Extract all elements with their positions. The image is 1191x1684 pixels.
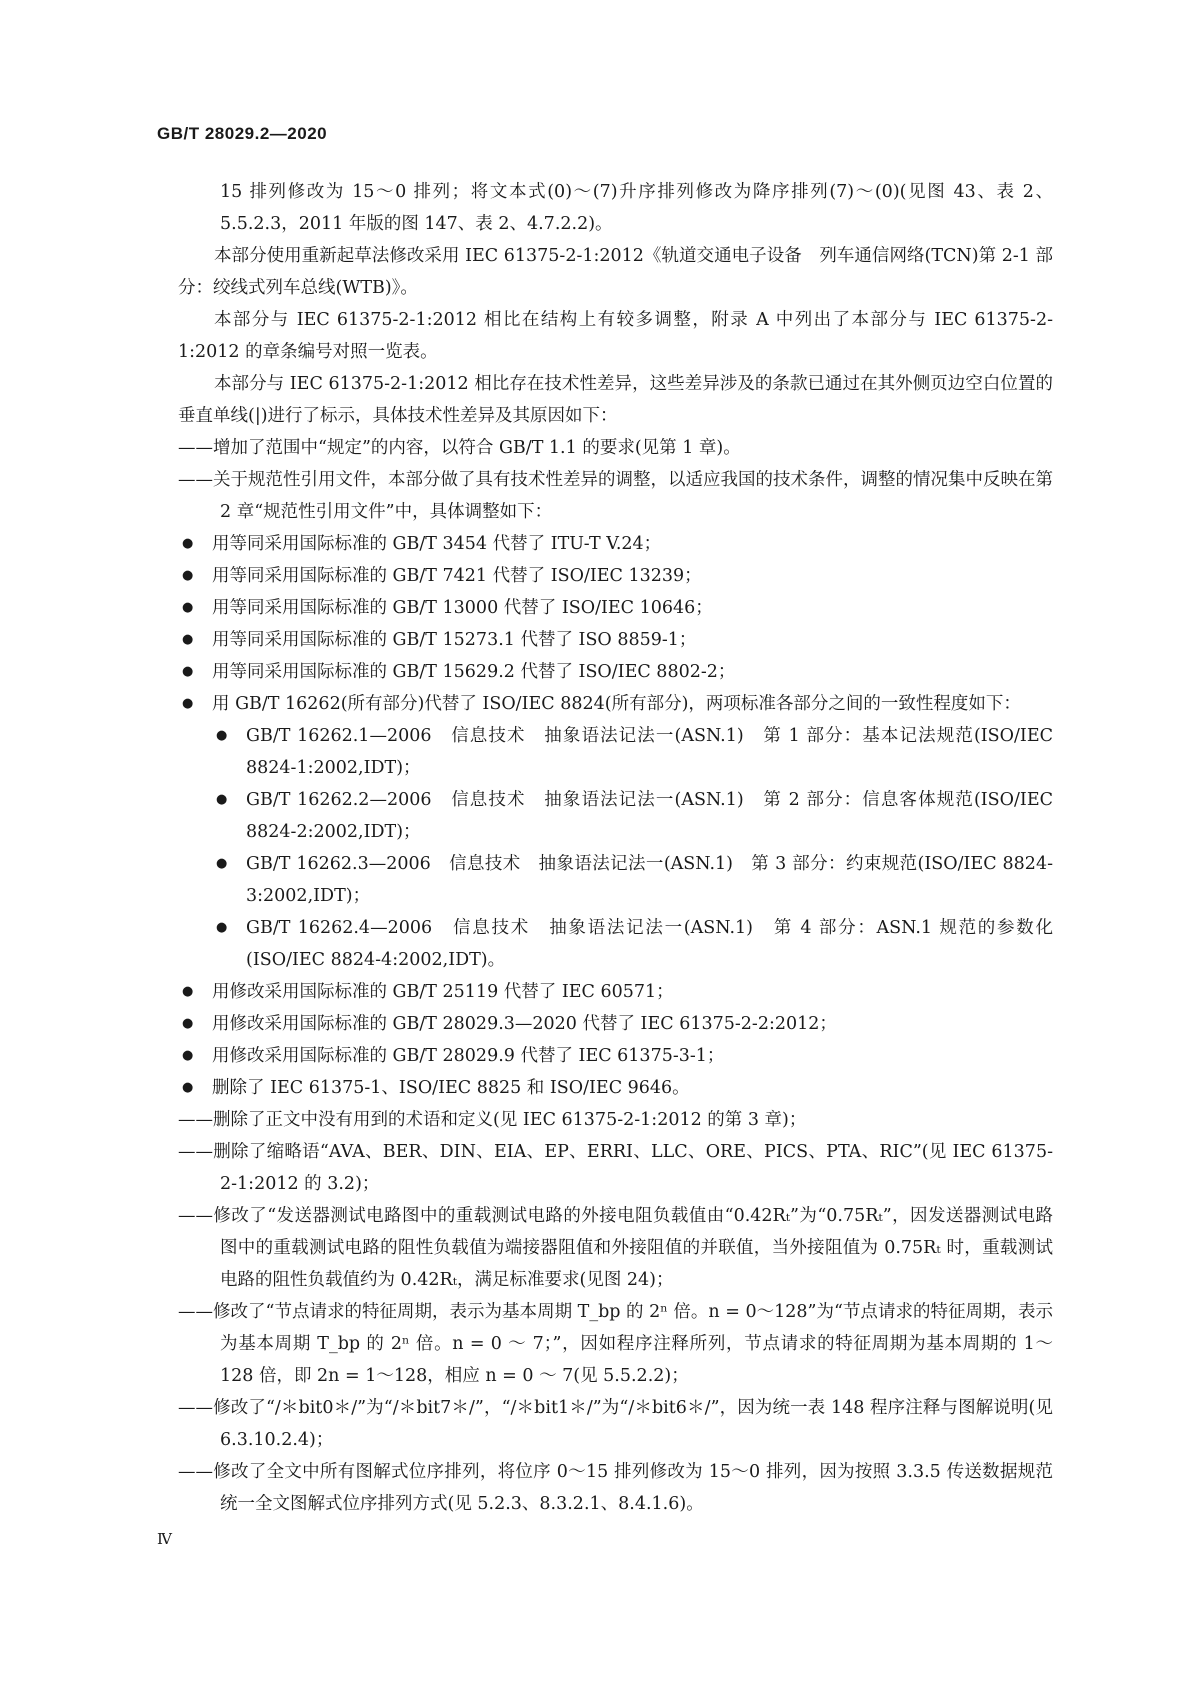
paragraph-continuation: 15 排列修改为 15～0 排列；将文本式(0)～(7)升序排列修改为降序排列(7)～(0)(见图 43、表 2、5.5.2.3，2011 年版的图 147、表 2、4.7.2.2)。 <box>220 182 1053 234</box>
bullet-item: ● 用 GB/T 16262(所有部分)代替了 ISO/IEC 8824(所有部分)，两项标准各部分之间的一致性程度如下： <box>178 688 1053 720</box>
dash-item-abbreviations-deleted: ——删除了缩略语“AVA、BER、DIN、EIA、EP、ERRI、LLC、ORE、PICS、PTA、RIC”(见 IEC 61375-2-1:2012 的 3.2)； <box>178 1142 1053 1194</box>
sub-bullet-item: ● GB/T 16262.2—2006 信息技术 抽象语法记法一(ASN.1) 第 2 部分：信息客体规范(ISO/IEC 8824-2:2002,IDT)； <box>178 784 1053 848</box>
dash-item-bit-order-modified: ——修改了全文中所有图解式位序排列，将位序 0～15 排列修改为 15～0 排列，因为按照 3.3.5 传送数据规范统一全文图解式位序排列方式(见 5.2.3、8.3.2.1、8.4.1.6)。 <box>178 1462 1053 1514</box>
bullet-item: ● 用等同采用国际标准的 GB/T 3454 代替了 ITU-T V.24； <box>178 528 1053 560</box>
bullet-item: ● 用修改采用国际标准的 GB/T 28029.3—2020 代替了 IEC 61375-2-2:2012； <box>178 1008 1053 1040</box>
dash-item-terms-deleted: ——删除了正文中没有用到的术语和定义(见 IEC 61375-2-1:2012 的第 3 章)； <box>178 1110 807 1130</box>
bullet-item: ● 用等同采用国际标准的 GB/T 15273.1 代替了 ISO 8859-1； <box>178 624 1053 656</box>
dash-item-bit-comment-modified: ——修改了“/＊bit0＊/”为“/＊bit7＊/”，“/＊bit1＊/”为“/＊bit6＊/”，因为统一表 148 程序注释与图解说明(见 6.3.10.2.4)； <box>178 1398 1053 1450</box>
sub-bullet-item: ● GB/T 16262.1—2006 信息技术 抽象语法记法一(ASN.1) 第 1 部分：基本记法规范(ISO/IEC 8824-1:2002,IDT)； <box>178 720 1053 784</box>
sub-bullet-item: ● GB/T 16262.3—2006 信息技术 抽象语法记法一(ASN.1) 第 3 部分：约束规范(ISO/IEC 8824-3:2002,IDT)； <box>178 848 1053 912</box>
dash-item-load-value-modified: ——修改了“发送器测试电路图中的重载测试电路的外接电阻负载值由“0.42Rₜ”为“0.75Rₜ”，因发送器测试电路图中的重载测试电路的阻性负载值为端接器阻值和外接阻值的并联值，当外接阻值为 0.75Rₜ 时，重载测试电路的阻性负载值约为 0.42Rₜ，满足标准要求(见图 24)； <box>178 1206 1053 1290</box>
body-text <box>178 176 1053 1520</box>
dash-item-scope: ——增加了范围中“规定”的内容，以符合 GB/T 1.1 的要求(见第 1 章)。 <box>178 438 741 458</box>
bullet-item: ● 用等同采用国际标准的 GB/T 13000 代替了 ISO/IEC 10646； <box>178 592 1053 624</box>
sub-bullet-item: ● GB/T 16262.4—2006 信息技术 抽象语法记法一(ASN.1) 第 4 部分：ASN.1 规范的参数化(ISO/IEC 8824-4:2002,IDT)。 <box>178 912 1053 976</box>
bullet-item: ● 用等同采用国际标准的 GB/T 7421 代替了 ISO/IEC 13239； <box>178 560 1053 592</box>
dash-item-characteristic-period-modified: ——修改了“节点请求的特征周期，表示为基本周期 T_bp 的 2ⁿ 倍。n = 0～128”为“节点请求的特征周期，表示为基本周期 T_bp 的 2ⁿ 倍。n = 0 ～ 7；”，因如程序注释所列，节点请求的特征周期为基本周期的 1～128 倍，即 2n = 1～128，相应 n = 0 ～ 7(见 5.5.2.2)； <box>178 1302 1053 1386</box>
bullet-item: ● 用等同采用国际标准的 GB/T 15629.2 代替了 ISO/IEC 8802-2； <box>178 656 1053 688</box>
bullet-item: ● 用修改采用国际标准的 GB/T 28029.9 代替了 IEC 61375-3-1； <box>178 1040 1053 1072</box>
bullet-item: ● 删除了 IEC 61375-1、ISO/IEC 8825 和 ISO/IEC 9646。 <box>178 1072 1053 1104</box>
paragraph-adoption-method: 本部分使用重新起草法修改采用 IEC 61375-2-1:2012《轨道交通电子设备 列车通信网络(TCN)第 2-1 部分：绞线式列车总线(WTB)》。 <box>178 246 1053 298</box>
page-number: Ⅳ <box>157 1530 172 1548</box>
paragraph-technical-differences: 本部分与 IEC 61375-2-1:2012 相比存在技术性差异，这些差异涉及的条款已通过在其外侧页边空白位置的垂直单线(|)进行了标示，具体技术性差异及其原因如下： <box>178 374 1053 426</box>
bullet-item: ● 用修改采用国际标准的 GB/T 25119 代替了 IEC 60571； <box>178 976 1053 1008</box>
dash-item-normative-references: ——关于规范性引用文件，本部分做了具有技术性差异的调整，以适应我国的技术条件，调整的情况集中反映在第 2 章“规范性引用文件”中，具体调整如下： <box>178 470 1053 522</box>
paragraph-structure-adjustment: 本部分与 IEC 61375-2-1:2012 相比在结构上有较多调整，附录 A 中列出了本部分与 IEC 61375-2-1:2012 的章条编号对照一览表。 <box>178 310 1053 362</box>
standard-code-header: GB/T 28029.2—2020 <box>157 124 328 143</box>
